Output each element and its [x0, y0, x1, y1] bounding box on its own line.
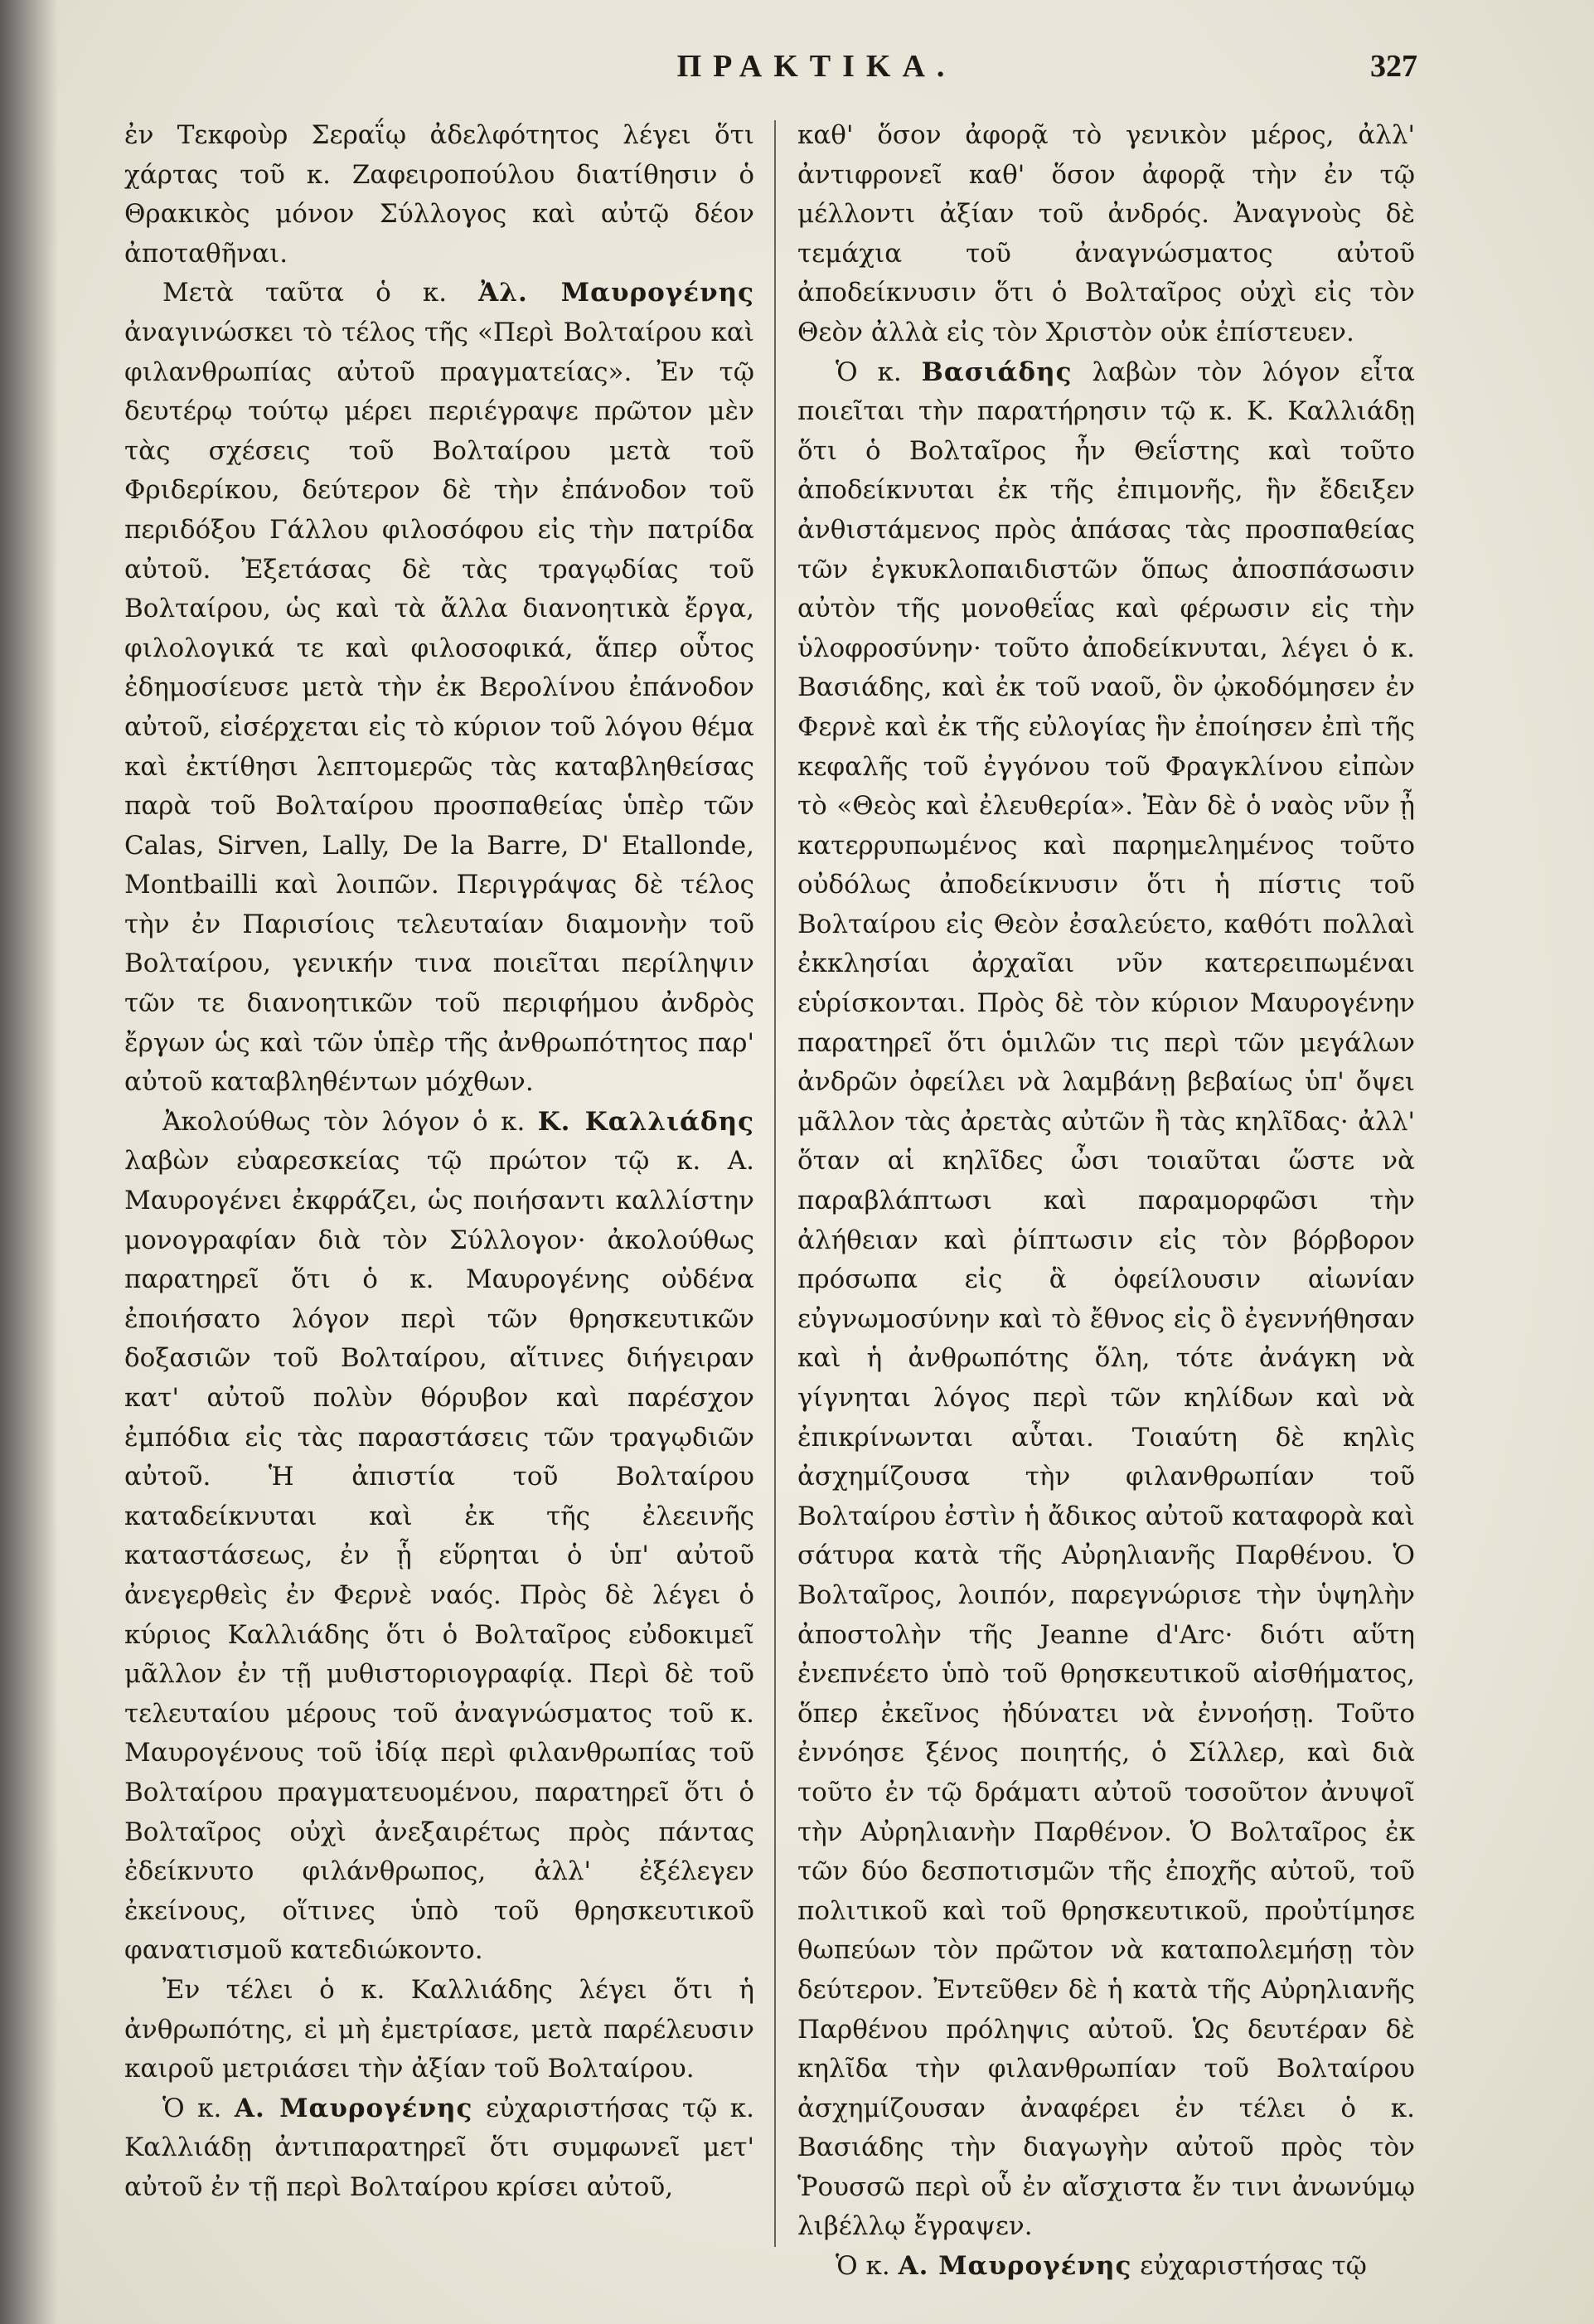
paragraph: [797, 2247, 1415, 2287]
paragraph-text: Ὁ κ.: [836, 357, 922, 387]
paragraph-text: εὐχαριστήσας τῷ: [1131, 2251, 1367, 2282]
paragraph: [124, 116, 754, 274]
paragraph-text: Ἐν τέλει ὁ κ. Καλλιάδης λέγει ὅτι ἡ ἀνθρωπότης, εἰ μὴ ἐμετρίασε, μετὰ παρέλευσιν καιροῦ μετριάσει τὴν ἀξίαν τοῦ Βολταίρου.: [124, 1974, 754, 2084]
speaker-name: Α. Μαυρογένης: [898, 2251, 1132, 2282]
paragraph-text: καθ' ὅσον ἀφορᾷ τὸ γενικὸν μέρος, ἀλλ' ἀντιφρονεῖ καθ' ὅσον ἀφορᾷ τὴν ἐν τῷ μέλλοντι ἀξίαν τοῦ ἀνδρός. Ἀναγνοὺς δὲ τεμάχια τοῦ ἀναγνώσματος αὐτοῦ ἀποδείκνυσιν ὅτι ὁ Βολταῖρος οὐχὶ εἰς τὸν Θεὸν ἀλλὰ εἰς τὸν Χριστὸν οὐκ ἐπίστευεν.: [797, 120, 1415, 347]
paragraph-text: ἀναγινώσκει τὸ τέλος τῆς «Περὶ Βολταίρου καὶ φιλανθρωπίας αὐτοῦ πραγματείας». Ἐν τῷ δευτέρῳ τούτῳ μέρει περιέγραψε πρῶτον μὲν τὰς σχέσεις τοῦ Βολταίρου μετὰ τοῦ Φριδερίκου, δεύτερον δὲ τὴν ἐπάνοδον τοῦ περιδόξου Γάλλου φιλοσόφου εἰς τὴν πατρίδα αὐτοῦ. Ἐξετάσας δὲ τὰς τραγῳδίας τοῦ Βολταίρου, ὡς καὶ τὰ ἄλλα διανοητικὰ ἔργα, φιλολογικά τε καὶ φιλοσοφικά, ἅπερ οὗτος ἐδημοσίευσε μετὰ τὴν ἐκ Βερολίνου ἐπάνοδον αὐτοῦ, εἰσέρχεται εἰς τὸ κύριον τοῦ λόγου θέμα καὶ ἐκτίθησι λεπτομερῶς τὰς καταβληθείσας παρὰ τοῦ Βολταίρου προσπαθείας ὑπὲρ τῶν Calas, Sirven, Lally, De la Barre, D' Etallonde, Montbailli καὶ λοιπῶν. Περιγράψας δὲ τέλος τὴν ἐν Παρισίοις τελευταίαν διαμονὴν τοῦ Βολταίρου, γενικήν τινα ποιεῖται περίληψιν τῶν τε διανοητικῶν τοῦ περιφήμου ἀνδρὸς ἔργων ὡς καὶ τῶν ὑπὲρ τῆς ἀνθρωπότητος παρ' αὐτοῦ καταβληθέντων μόχθων.: [124, 317, 754, 1098]
paragraph-text: λαβὼν τὸν λόγον εἶτα ποιεῖται τὴν παρατήρησιν τῷ κ. Κ. Καλλιάδῃ ὅτι ὁ Βολταῖρος ἦν Θεΐστης καὶ τοῦτο ἀποδείκνυται ἐκ τῆς ἐπιμονῆς, ἣν ἔδειξεν ἀνθιστάμενος πρὸς ἁπάσας τὰς προσπαθείας τῶν ἐγκυκλοπαιδιστῶν ὅπως ἀποσπάσωσιν αὐτὸν τῆς μονοθεΐας καὶ φέρωσιν εἰς τὴν ὑλοφροσύνην· τοῦτο ἀποδείκνυται, λέγει ὁ κ. Βασιάδης, καὶ ἐκ τοῦ ναοῦ, ὃν ᾠκοδόμησεν ἐν Φερνὲ καὶ ἐκ τῆς εὐλογίας ἣν ἐποίησεν ἐπὶ τῆς κεφαλῆς τοῦ ἐγγόνου τοῦ Φραγκλίνου εἰπὼν τὸ «Θεὸς καὶ ἐλευθερία». Ἐὰν δὲ ὁ ναὸς νῦν ᾖ κατερρυπωμένος καὶ παρημελημένος τοῦτο οὐδόλως ἀποδείκνυσιν ὅτι ἡ πίστις τοῦ Βολταίρου εἰς Θεὸν ἐσαλεύετο, καθότι πολλαὶ ἐκκλησίαι ἀρχαῖαι νῦν κατερειπωμέναι εὑρίσκονται. Πρὸς δὲ τὸν κύριον Μαυρογένην παρατηρεῖ ὅτι ὁμιλῶν τις περὶ τῶν μεγάλων ἀνδρῶν ὀφείλει νὰ λαμβάνῃ βεβαίως ὑπ' ὄψει μᾶλλον τὰς ἀρετὰς αὐτῶν ἢ τὰς κηλῖδας· ἀλλ' ὅταν αἱ κηλῖδες ὦσι τοιαῦται ὥστε νὰ παραβλάπτωσι καὶ παραμορφῶσι τὴν ἀλήθειαν καὶ ῥίπτωσιν εἰς τὸν βόρβορον πρόσωπα εἰς ἃ ὀφείλουσιν αἰωνίαν εὐγνωμοσύνην καὶ τὸ ἔθνος εἰς ὃ ἐγεννήθησαν καὶ ἡ ἀνθρωπότης ὅλη, τότε ἀνάγκη νὰ γίγνηται λόγος περὶ τῶν κηλίδων καὶ νὰ ἐπικρίνωνται αὗται. Τοιαύτη δὲ κηλὶς ἀσχημίζουσα τὴν φιλανθρωπίαν τοῦ Βολταίρου ἐστὶν ἡ ἄδικος αὐτοῦ καταφορὰ καὶ σάτυρα κατὰ τῆς Αὐρηλιανῆς Παρθένου. Ὁ Βολταῖρος, λοιπόν, παρεγνώρισε τὴν ὑψηλὴν ἀποστολὴν τῆς Jeanne d'Arc· διότι αὕτη ἐνεπνέετο ὑπὸ τοῦ θρησκευτικοῦ αἰσθήματος, ὅπερ ἐκεῖνος ἠδύνατει νὰ ἐννοήσῃ. Τοῦτο ἐννόησε ξένος ποιητής, ὁ Σίλλερ, καὶ διὰ τοῦτο ἐν τῷ δράματι αὐτοῦ τοσοῦτον ἀνυψοῖ τὴν Αὐρηλιανὴν Παρθένον. Ὁ Βολταῖρος ἐκ τῶν δύο δεσποτισμῶν τῆς ἐποχῆς αὐτοῦ, τοῦ πολιτικοῦ καὶ τοῦ θρησκευτικοῦ, προὐτίμησε θωπεύων τὸν πρῶτον νὰ καταπολεμήσῃ τὸν δεύτερον. Ἐντεῦθεν δὲ ἡ κατὰ τῆς Αὐρηλιανῆς Παρθένου πρόληψις αὐτοῦ. Ὡς δευτέραν δὲ κηλῖδα τὴν φιλανθρωπίαν τοῦ Βολταίρου ἀσχημίζουσαν ἀναφέρει ἐν τέλει ὁ κ. Βασιάδης τὴν διαγωγὴν αὐτοῦ πρὸς τὸν Ῥουσσῶ περὶ οὗ ἐν αἴσχιστα ἔν τινι ἀνωνύμῳ λιβέλλῳ ἔγραψεν.: [797, 357, 1415, 2242]
paragraph-text: Μετὰ ταῦτα ὁ κ.: [162, 278, 479, 308]
book-spine-shadow: [0, 0, 58, 2324]
running-title: ΠΡΑΚΤΙΚΑ.: [676, 49, 957, 84]
speaker-name: Κ. Καλλιάδης: [537, 1106, 754, 1137]
speaker-name: Ἀλ. Μαυρογένης: [478, 278, 754, 308]
paragraph: [124, 1103, 754, 1971]
paragraph-text: Ὁ κ.: [162, 2093, 235, 2123]
paragraph: [124, 274, 754, 1102]
paragraph: [797, 116, 1415, 353]
paragraph-text: λαβὼν εὐαρεσκείας τῷ πρώτον τῷ κ. Α. Μαυρογένει ἐκφράζει, ὡς ποιήσαντι καλλίστην μονογραφίαν διὰ τὸν Σύλλογον· ἀκολούθως παρατηρεῖ ὅτι ὁ κ. Μαυρογένης οὐδένα ἐποιήσατο λόγον περὶ τῶν θρησκευτικῶν δοξασιῶν τοῦ Βολταίρου, αἵτινες διήγειραν κατ' αὐτοῦ πολὺν θόρυβον καὶ παρέσχον ἐμπόδια εἰς τὰς παραστάσεις τῶν τραγῳδιῶν αὐτοῦ. Ἡ ἀπιστία τοῦ Βολταίρου καταδείκνυται καὶ ἐκ τῆς ἐλεεινῆς καταστάσεως, ἐν ᾗ εὕρηται ὁ ὑπ' αὐτοῦ ἀνεγερθεὶς ἐν Φερνὲ ναός. Πρὸς δὲ λέγει ὁ κύριος Καλλιάδης ὅτι ὁ Βολταῖρος εὐδοκιμεῖ μᾶλλον ἐν τῇ μυθιστοριογραφίᾳ. Περὶ δὲ τοῦ τελευταίου μέρους τοῦ ἀναγνώσματος τοῦ κ. Μαυρογένους τοῦ ἰδίᾳ περὶ φιλανθρωπίας τοῦ Βολταίρου πραγματευομένου, παρατηρεῖ ὅτι ὁ Βολταῖρος οὐχὶ ἀνεξαιρέτως πρὸς πάντας ἐδείκνυτο φιλάνθρωπος, ἀλλ' ἐξέλεγεν ἐκείνους, οἵτινες ὑπὸ τοῦ θρησκευτικοῦ φανατισμοῦ κατεδιώκοντο.: [124, 1146, 754, 1966]
column-divider: [774, 120, 776, 2247]
paragraph-text: Ἀκολούθως τὸν λόγον ὁ κ.: [162, 1106, 538, 1137]
speaker-name: Βασιάδης: [921, 357, 1073, 387]
paragraph-text: ἐν Τεκφοὺρ Σεραΐῳ ἀδελφότητος λέγει ὅτι χάρτας τοῦ κ. Ζαφειροπούλου διατίθησιν ὁ Θρακικὸς μόνον Σύλλογος καὶ αὐτῷ δέον ἀποταθῆναι.: [124, 120, 754, 269]
page-number: 327: [1370, 49, 1417, 84]
right-column: [797, 116, 1415, 2287]
paragraph: [124, 1971, 754, 2089]
speaker-name: Α. Μαυρογένης: [234, 2093, 473, 2123]
page-header: [124, 48, 1417, 98]
paragraph: [797, 353, 1415, 2248]
paragraph-text: εὐχαριστήσας τῷ κ. Καλλιάδῃ ἀντιπαρατηρεῖ ὅτι συμφωνεῖ μετ' αὐτοῦ ἐν τῇ περὶ Βολταίρου κρίσει αὐτοῦ,: [124, 2093, 755, 2202]
paragraph: [124, 2089, 754, 2208]
paragraph-text: Ὁ κ.: [836, 2251, 899, 2282]
left-column: [124, 116, 754, 2207]
